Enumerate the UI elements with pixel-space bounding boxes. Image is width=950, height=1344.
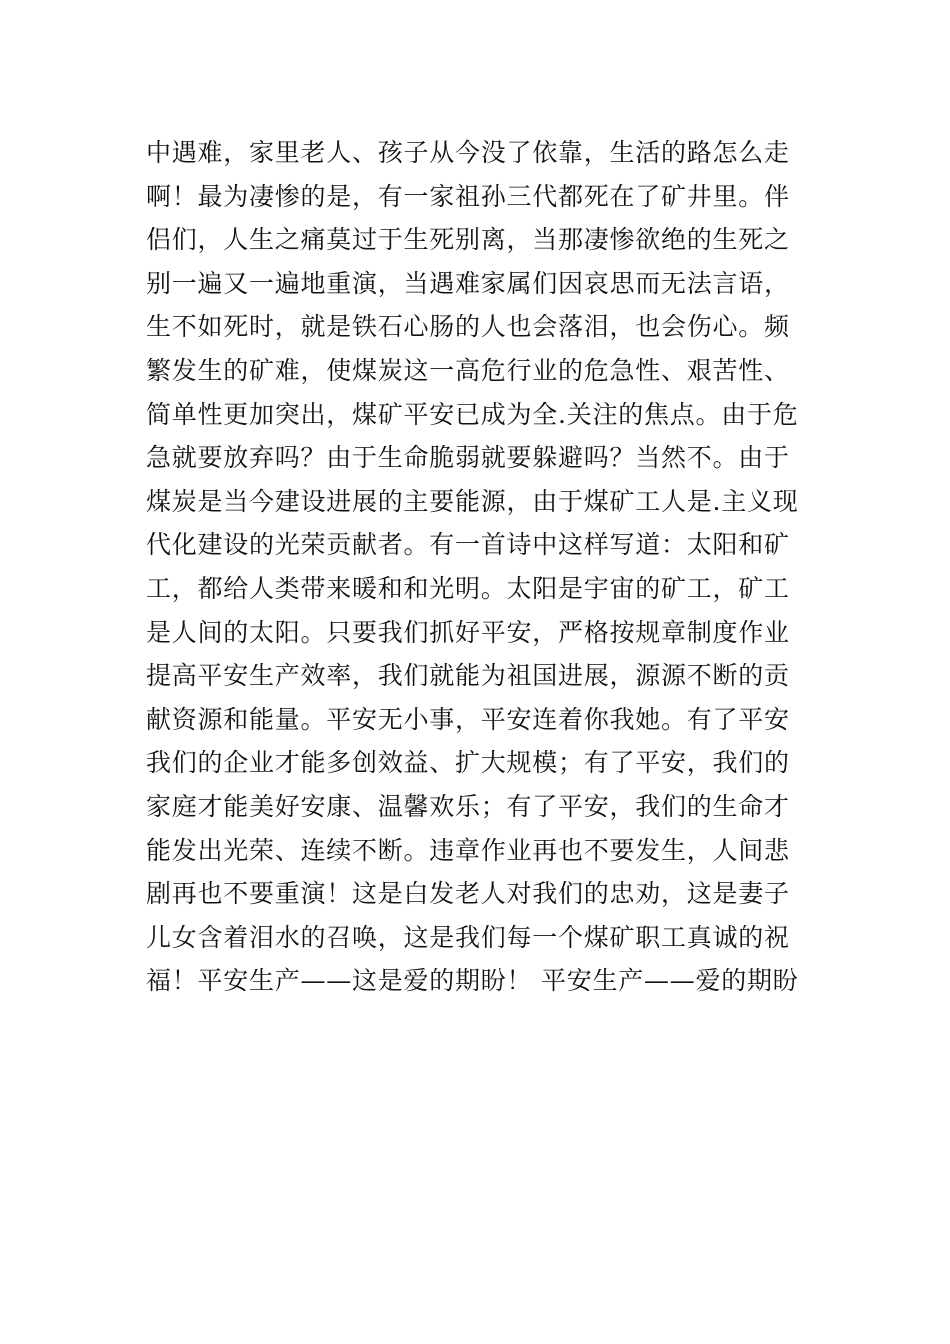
text-line: 家庭才能美好安康、温馨欢乐；有了平安，我们的生命才 [146,791,790,821]
text-line: 煤炭是当今建设进展的主要能源，由于煤矿工人是.主义现 [146,486,799,516]
text-line: 侣们，人生之痛莫过于生死别离，当那凄惨欲绝的生死之 [146,225,790,255]
text-line: 福！平安生产——这是爱的期盼！ 平安生产——爱的期盼 [146,966,799,996]
text-line: 工，都给人类带来暖和和光明。太阳是宇宙的矿工，矿工 [146,573,790,603]
body-text [146,131,826,1003]
text-line: 献资源和能量。平安无小事，平安连着你我她。有了平安 [146,704,790,734]
text-line: 剧再也不要重演！这是白发老人对我们的忠劝，这是妻子 [146,879,790,909]
text-line: 简单性更加突出，煤矿平安已成为全.关注的焦点。由于危 [146,399,799,429]
text-line: 我们的企业才能多创效益、扩大规模；有了平安，我们的 [146,748,790,778]
text-line: 儿女含着泪水的召唤，这是我们每一个煤矿职工真诚的祝 [146,922,790,952]
text-line: 能发出光荣、连续不断。违章作业再也不要发生，人间悲 [146,835,790,865]
text-line: 中遇难，家里老人、孩子从今没了依靠，生活的路怎么走 [146,138,790,167]
text-line: 繁发生的矿难，使煤炭这一高危行业的危急性、艰苦性、 [146,355,790,385]
text-line: 急就要放弃吗？由于生命脆弱就要躲避吗？当然不。由于 [146,443,790,473]
text-line: 别一遍又一遍地重演，当遇难家属们因哀思而无法言语， [146,268,790,298]
text-line: 啊！最为凄惨的是，有一家祖孙三代都死在了矿井里。伴 [146,181,790,211]
text-line: 生不如死时，就是铁石心肠的人也会落泪，也会伤心。频 [146,312,790,342]
text-line: 代化建设的光荣贡献者。有一首诗中这样写道：太阳和矿 [146,530,790,560]
text-line: 提高平安生产效率，我们就能为祖国进展，源源不断的贡 [146,661,790,691]
text-line: 是人间的太阳。只要我们抓好平安，严格按规章制度作业 [146,617,790,647]
